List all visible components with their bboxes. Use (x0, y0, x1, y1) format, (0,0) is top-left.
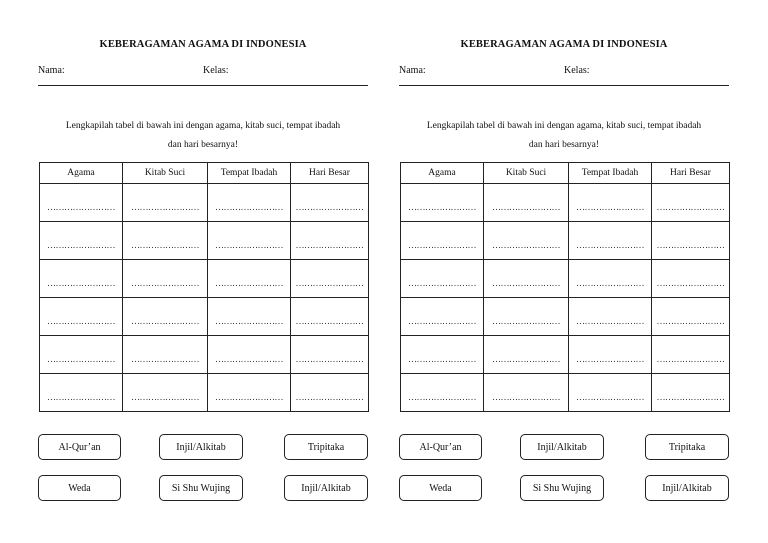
answer-blank: …………………… (295, 239, 364, 250)
word-chip[interactable]: Weda (399, 475, 482, 501)
instruction-text (38, 117, 368, 155)
answer-cell[interactable] (40, 184, 123, 222)
answer-blank: …………………… (492, 239, 560, 250)
answer-cell[interactable] (569, 184, 652, 222)
answer-cell[interactable] (484, 260, 569, 298)
word-chip[interactable]: Injil/Alkitab (159, 434, 243, 460)
word-chip[interactable]: Al-Qur’an (38, 434, 121, 460)
answer-blank: …………………… (408, 239, 476, 250)
answer-blank: …………………… (215, 201, 283, 212)
answer-table (400, 162, 730, 412)
answer-cell[interactable] (123, 222, 208, 260)
answer-cell[interactable] (208, 222, 291, 260)
answer-blank: …………………… (215, 315, 283, 326)
table-header-row (401, 163, 730, 184)
instruction-line-2: dan hari besarnya! (528, 140, 600, 150)
name-class-row (399, 65, 729, 86)
answer-blank: …………………… (492, 201, 560, 212)
word-chip[interactable]: Al-Qur’an (399, 434, 482, 460)
word-chip[interactable]: Si Shu Wujing (159, 475, 243, 501)
answer-cell[interactable] (40, 222, 123, 260)
answer-cell[interactable] (652, 336, 730, 374)
header-kitab-suci: Kitab Suci (484, 163, 569, 184)
worksheet-left (38, 0, 368, 543)
instruction-line-1: Lengkapilah tabel di bawah ini dengan agama, kitab suci, tempat ibadah (426, 121, 702, 131)
answer-cell[interactable] (40, 336, 123, 374)
table-row (401, 374, 730, 412)
table-row (401, 184, 730, 222)
table-row (401, 298, 730, 336)
answer-blank: …………………… (492, 315, 560, 326)
table-body (401, 184, 730, 412)
table-row (40, 298, 369, 336)
answer-cell[interactable] (291, 260, 369, 298)
answer-blank: …………………… (656, 277, 725, 288)
answer-cell[interactable] (208, 374, 291, 412)
worksheet-title: KEBERAGAMAN AGAMA DI INDONESIA (99, 39, 307, 50)
answer-blank: …………………… (576, 391, 644, 402)
answer-cell[interactable] (401, 260, 484, 298)
answer-cell[interactable] (208, 336, 291, 374)
answer-cell[interactable] (401, 374, 484, 412)
table-header-row (40, 163, 369, 184)
name-label: Nama: (38, 65, 65, 76)
worksheet-title: KEBERAGAMAN AGAMA DI INDONESIA (460, 39, 668, 50)
answer-blank: …………………… (47, 239, 115, 250)
answer-blank: …………………… (131, 277, 199, 288)
instruction-text (399, 117, 729, 155)
answer-cell[interactable] (123, 336, 208, 374)
class-label: Kelas: (203, 65, 229, 76)
word-chip[interactable]: Si Shu Wujing (520, 475, 604, 501)
answer-blank: …………………… (131, 353, 199, 364)
word-chip[interactable]: Injil/Alkitab (520, 434, 604, 460)
word-chip[interactable]: Tripitaka (645, 434, 729, 460)
table-row (40, 184, 369, 222)
answer-blank: …………………… (408, 391, 476, 402)
answer-blank: …………………… (215, 391, 283, 402)
answer-cell[interactable] (484, 184, 569, 222)
answer-blank: …………………… (656, 315, 725, 326)
answer-blank: …………………… (656, 353, 725, 364)
table-row (40, 222, 369, 260)
answer-blank: …………………… (408, 277, 476, 288)
answer-blank: …………………… (215, 353, 283, 364)
answer-cell[interactable] (291, 298, 369, 336)
answer-table (39, 162, 369, 412)
answer-blank: …………………… (492, 391, 560, 402)
answer-blank: …………………… (47, 353, 115, 364)
answer-blank: …………………… (131, 315, 199, 326)
answer-blank: …………………… (215, 277, 283, 288)
answer-blank: …………………… (295, 201, 364, 212)
answer-cell[interactable] (291, 222, 369, 260)
class-label: Kelas: (564, 65, 590, 76)
answer-blank: …………………… (576, 353, 644, 364)
answer-blank: …………………… (47, 277, 115, 288)
answer-cell[interactable] (123, 260, 208, 298)
answer-blank: …………………… (492, 353, 560, 364)
table-row (40, 336, 369, 374)
word-chip[interactable]: Weda (38, 475, 121, 501)
header-agama: Agama (40, 163, 123, 184)
answer-blank: …………………… (576, 277, 644, 288)
answer-cell[interactable] (291, 184, 369, 222)
answer-cell[interactable] (484, 222, 569, 260)
table-row (40, 374, 369, 412)
answer-blank: …………………… (576, 201, 644, 212)
answer-blank: …………………… (47, 201, 115, 212)
answer-cell[interactable] (123, 374, 208, 412)
answer-cell[interactable] (484, 298, 569, 336)
answer-cell[interactable] (652, 374, 730, 412)
answer-blank: …………………… (492, 277, 560, 288)
word-chip[interactable]: Tripitaka (284, 434, 368, 460)
answer-blank: …………………… (656, 239, 725, 250)
answer-cell[interactable] (401, 336, 484, 374)
answer-cell[interactable] (484, 336, 569, 374)
answer-blank: …………………… (215, 239, 283, 250)
answer-cell[interactable] (652, 260, 730, 298)
answer-cell[interactable] (40, 298, 123, 336)
answer-cell[interactable] (652, 184, 730, 222)
name-label: Nama: (399, 65, 426, 76)
answer-cell[interactable] (569, 336, 652, 374)
header-tempat-ibadah: Tempat Ibadah (208, 163, 291, 184)
answer-cell[interactable] (291, 336, 369, 374)
answer-blank: …………………… (295, 277, 364, 288)
table-body (40, 184, 369, 412)
answer-blank: …………………… (47, 315, 115, 326)
word-chip[interactable]: Injil/Alkitab (284, 475, 368, 501)
answer-blank: …………………… (576, 239, 644, 250)
answer-blank: …………………… (408, 315, 476, 326)
answer-cell[interactable] (484, 374, 569, 412)
header-kitab-suci: Kitab Suci (123, 163, 208, 184)
answer-blank: …………………… (131, 201, 199, 212)
header-hari-besar: Hari Besar (291, 163, 369, 184)
answer-cell[interactable] (208, 298, 291, 336)
instruction-line-2: dan hari besarnya! (167, 140, 239, 150)
answer-blank: …………………… (576, 315, 644, 326)
table-row (40, 260, 369, 298)
name-class-row (38, 65, 368, 86)
answer-cell[interactable] (401, 222, 484, 260)
answer-cell[interactable] (401, 298, 484, 336)
answer-cell[interactable] (569, 222, 652, 260)
header-agama: Agama (401, 163, 484, 184)
table-row (401, 336, 730, 374)
table-row (401, 222, 730, 260)
answer-cell[interactable] (569, 374, 652, 412)
worksheet-right (399, 0, 729, 543)
answer-blank: …………………… (408, 201, 476, 212)
answer-blank: …………………… (295, 315, 364, 326)
answer-cell[interactable] (652, 298, 730, 336)
answer-blank: …………………… (408, 353, 476, 364)
answer-blank: …………………… (295, 391, 364, 402)
answer-cell[interactable] (401, 184, 484, 222)
answer-cell[interactable] (123, 298, 208, 336)
answer-cell[interactable] (569, 298, 652, 336)
answer-cell[interactable] (40, 374, 123, 412)
answer-cell[interactable] (569, 260, 652, 298)
answer-blank: …………………… (131, 239, 199, 250)
answer-cell[interactable] (208, 260, 291, 298)
answer-blank: …………………… (131, 391, 199, 402)
answer-cell[interactable] (652, 222, 730, 260)
answer-blank: …………………… (656, 201, 725, 212)
header-tempat-ibadah: Tempat Ibadah (569, 163, 652, 184)
answer-blank: …………………… (656, 391, 725, 402)
header-hari-besar: Hari Besar (652, 163, 730, 184)
instruction-line-1: Lengkapilah tabel di bawah ini dengan agama, kitab suci, tempat ibadah (65, 121, 341, 131)
answer-blank: …………………… (47, 391, 115, 402)
answer-cell[interactable] (40, 260, 123, 298)
table-row (401, 260, 730, 298)
word-chip[interactable]: Injil/Alkitab (645, 475, 729, 501)
answer-cell[interactable] (291, 374, 369, 412)
answer-cell[interactable] (208, 184, 291, 222)
answer-cell[interactable] (123, 184, 208, 222)
answer-blank: …………………… (295, 353, 364, 364)
